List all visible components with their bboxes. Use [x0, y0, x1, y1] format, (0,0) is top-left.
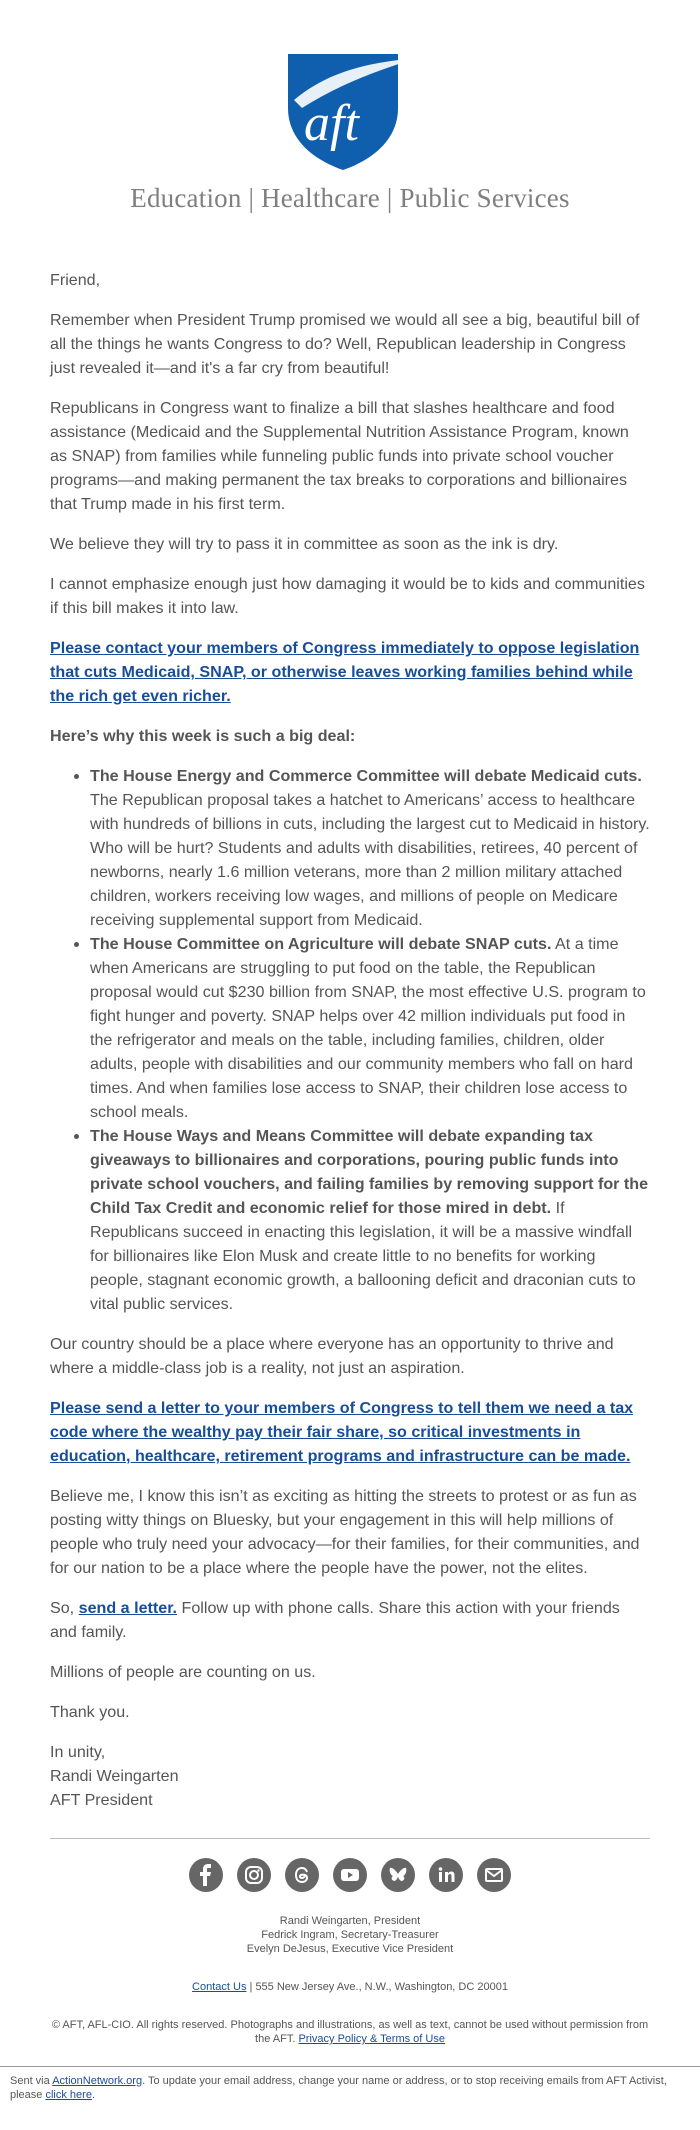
- send-letter-link[interactable]: send a letter.: [78, 1599, 178, 1617]
- list-item-text: At a time when Americans are struggling to put food on the table, the Republican proposal would cut $230 billion from SNAP, the most effective U.S. program to fight hunger and poverty. SNAP helps over 42 million individuals put food in the refrigerator and meals on the table, including families, children, older adults, people with disabilities and our community members who fall on hard times. And when families lose access to SNAP, their children lose access to school meals.: [90, 935, 646, 1121]
- list-item-bold: The House Ways and Means Committee will debate expanding tax giveaways to billionaires and corporations, pouring public funds into private school vouchers, and failing families by removing support for the Child Tax Credit and economic relief for those mired in debt.: [90, 1127, 649, 1217]
- paragraph-engagement: Believe me, I know this isn’t as exciting as hitting the streets to protest or as fun as posting witty things on Bluesky, but your engagement in this will help millions of people who truly need your advocacy—for their families, for their communities, and for our nation to be a place where the people have the power, not the elites.: [50, 1487, 640, 1577]
- sent-via-text: Sent via: [10, 2075, 53, 2087]
- list-item-text: The Republican proposal takes a hatchet to Americans’ access to healthcare with hundreds of billions in cuts, including the largest cut to Medicaid in history. Who will be hurt? Students and adults with disabilities, retirees, 40 percent of newborns, nearly 1.6 million veterans, more than 2 million military attached children, workers receiving low wages, and millions of people on Medicare receiving supplemental support from Medicaid.: [90, 791, 650, 929]
- signer-name: Randi Weingarten: [50, 1767, 179, 1785]
- paragraph-intro: Remember when President Trump promised we would all see a big, beautiful bill of all the things he wants Congress to do? Well, Republican leadership in Congress just revealed it—and it's a far cry from beautiful!: [50, 311, 640, 377]
- linkedin-icon[interactable]: [429, 1858, 463, 1892]
- list-item: [90, 932, 650, 1124]
- signer-title: AFT President: [50, 1791, 153, 1809]
- list-item-bold: The House Energy and Commerce Committee will debate Medicaid cuts.: [90, 767, 642, 785]
- update-text: . To update your email address, change your name or address, or to stop receiving emails from AFT Activist, please: [10, 2075, 667, 2101]
- signoff: In unity,: [50, 1743, 106, 1761]
- contact-congress-link[interactable]: Please contact your members of Congress immediately to oppose legislation that cuts Medicaid, SNAP, or otherwise leaves working families behind while the rich get even richer.: [50, 639, 640, 705]
- header: [0, 0, 700, 214]
- facebook-icon[interactable]: [189, 1858, 223, 1892]
- signature: [50, 1740, 650, 1812]
- paragraph-action: [50, 1596, 650, 1644]
- officer-secretary: Fedrick Ingram, Secretary-Treasurer: [261, 1929, 439, 1941]
- action-suffix: Follow up with phone calls. Share this action with your friends and family.: [50, 1599, 620, 1641]
- why-heading: Here’s why this week is such a big deal:: [50, 727, 356, 745]
- legal-notice: [50, 2018, 650, 2046]
- paragraph-bill: Republicans in Congress want to finalize a bill that slashes healthcare and food assistance (Medicaid and the Supplemental Nutrition Assistance Program, known as SNAP) from families while funneling public funds into private school voucher programs—and making permanent the tax breaks to corporations and billionaires that Trump made in his first term.: [50, 399, 629, 513]
- officer-evp: Evelyn DeJesus, Executive Vice President: [246, 1943, 454, 1955]
- officers-list: [50, 1914, 650, 1956]
- contact-address: [50, 1980, 650, 1994]
- instagram-icon[interactable]: [237, 1858, 271, 1892]
- email-body: [50, 268, 650, 1828]
- click-here-link[interactable]: click here: [45, 2089, 92, 2101]
- paragraph-counting: Millions of people are counting on us.: [50, 1663, 316, 1681]
- list-item-bold: The House Committee on Agriculture will debate SNAP cuts.: [90, 935, 552, 953]
- contact-us-link[interactable]: Contact Us: [192, 1981, 247, 1993]
- address-text: | 555 New Jersey Ave., N.W., Washington, DC 20001: [246, 1981, 508, 1993]
- reasons-list: [50, 764, 650, 1316]
- svg-text:aft: aft: [304, 95, 359, 152]
- cta-contact-congress: [50, 636, 650, 708]
- legal-text: © AFT, AFL-CIO. All rights reserved. Photographs and illustrations, as well as text, cannot be used without permission from the AFT.: [51, 2019, 649, 2045]
- list-item: [90, 1124, 650, 1316]
- action-network-link[interactable]: ActionNetwork.org: [52, 2075, 143, 2087]
- social-links: [0, 1858, 700, 1892]
- paragraph-committee: We believe they will try to pass it in committee as soon as the ink is dry.: [50, 535, 559, 553]
- aft-logo: [280, 48, 420, 173]
- cta-send-letter: [50, 1396, 650, 1468]
- bottom-divider: [0, 2066, 700, 2067]
- divider: [50, 1838, 650, 1839]
- youtube-icon[interactable]: [333, 1858, 367, 1892]
- end-period: .: [91, 2089, 96, 2101]
- list-item-text: If Republicans succeed in enacting this legislation, it will be a massive windfall for billionaires like Elon Musk and create little to no benefits for working people, stagnant economic growth, a ballooning deficit and draconian cuts to vital public services.: [90, 1199, 636, 1313]
- action-prefix: So,: [50, 1599, 79, 1617]
- tagline: Education | Healthcare | Public Services: [130, 183, 570, 213]
- greeting: Friend,: [50, 271, 101, 289]
- bluesky-icon[interactable]: [381, 1858, 415, 1892]
- paragraph-thanks: Thank you.: [50, 1703, 130, 1721]
- paragraph-damage: I cannot emphasize enough just how damaging it would be to kids and communities if this bill makes it into law.: [50, 575, 645, 617]
- email-icon[interactable]: [477, 1858, 511, 1892]
- list-item: [90, 764, 650, 932]
- unsubscribe-notice: [10, 2074, 690, 2102]
- privacy-policy-link[interactable]: Privacy Policy & Terms of Use: [298, 2033, 445, 2045]
- send-letter-tax-link[interactable]: Please send a letter to your members of Congress to tell them we need a tax code where the wealthy pay their fair share, so critical investments in education, healthcare, retirement programs and infrastructure can be made.: [50, 1399, 634, 1465]
- officer-president: Randi Weingarten, President: [279, 1915, 421, 1927]
- paragraph-opportunity: Our country should be a place where everyone has an opportunity to thrive and where a middle-class job is a reality, not just an aspiration.: [50, 1335, 614, 1377]
- threads-icon[interactable]: [285, 1858, 319, 1892]
